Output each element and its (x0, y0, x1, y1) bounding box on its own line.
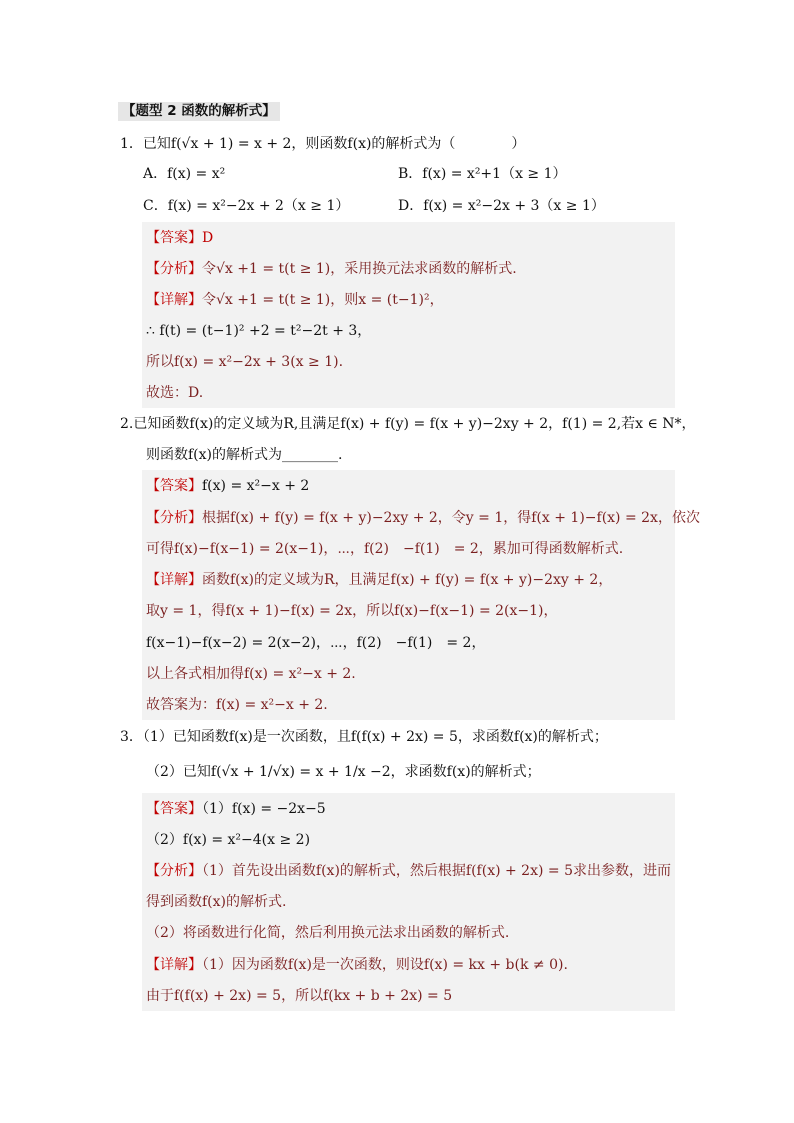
q2-detail-line-4: 以上各式相加得f(x) = x²−x + 2. (146, 666, 356, 682)
q1-detail-line-4: 故选：D. (146, 385, 204, 401)
q2-stem-1: 2.已知函数f(x)的定义域为R,且满足f(x) + f(y) = f(x + y)−2xy + 2，f(1) = 2,若x ∈ N*， (120, 416, 696, 432)
q1-answer-tag: 【答案】 (146, 230, 202, 246)
q3-analysis-tag: 【分析】 (146, 863, 202, 879)
q2-analysis-tag: 【分析】 (146, 510, 202, 526)
q1-detail-line-2: ∴ f(t) = (t−1)² +2 = t²−2t + 3， (146, 323, 372, 339)
q2-detail-tag: 【详解】 (146, 572, 202, 588)
q2-analysis-line-1 (146, 508, 700, 528)
q1-analysis-line (146, 259, 517, 279)
q3-detail-line-1 (146, 955, 568, 975)
q1-detail-text-1: 令√x +1 = t(t ≥ 1)，则x = (t−1)²， (202, 292, 444, 308)
q2-answer: f(x) = x²−x + 2 (202, 478, 310, 494)
q2-detail-line-5: 故答案为：f(x) = x²−x + 2. (146, 697, 328, 713)
q1-option-a: A．f(x) = x² (143, 166, 226, 182)
q2-detail-line-3: f(x−1)−f(x−2) = 2(x−2)，⋯，f(2) −f(1) = 2， (146, 635, 486, 651)
q2-stem-2: 则函数f(x)的解析式为________. (146, 447, 343, 463)
q1-option-b: B．f(x) = x²+1（x ≥ 1） (398, 166, 567, 182)
q3-detail-text-1: （1）因为函数f(x)是一次函数，则设f(x) = kx + b(k ≠ 0). (202, 957, 568, 973)
q1-detail-line-1 (146, 290, 444, 310)
q1-answer: D (202, 230, 214, 246)
q3-answer-line-1 (146, 799, 326, 819)
q3-analysis-line-3: （2）将函数进行化简，然后利用换元法求出函数的解析式. (146, 925, 510, 941)
q1-option-d: D．f(x) = x²−2x + 3（x ≥ 1） (398, 198, 605, 214)
q3-answer-1: （1）f(x) = −2x−5 (202, 801, 326, 817)
q3-answer-tag: 【答案】 (146, 801, 202, 817)
q3-detail-line-2: 由于f(f(x) + 2x) = 5，所以f(kx + b + 2x) = 5 (146, 988, 453, 1004)
q3-analysis-line-2: 得到函数f(x)的解析式. (146, 894, 287, 910)
q3-analysis-line-1 (146, 861, 671, 881)
q2-analysis-text-1: 根据f(x) + f(y) = f(x + y)−2xy + 2，令y = 1，得f(x + 1)−f(x) = 2x，依次 (202, 510, 700, 526)
q1-analysis-tag: 【分析】 (146, 261, 202, 277)
q2-analysis-line-2: 可得f(x)−f(x−1) = 2(x−1)，⋯，f(2) −f(1) = 2，累加可得函数解析式. (146, 541, 624, 557)
q2-answer-line (146, 476, 309, 496)
q2-detail-line-2: 取y = 1，得f(x + 1)−f(x) = 2x，所以f(x)−f(x−1) = 2(x−1)， (146, 603, 558, 619)
q2-answer-tag: 【答案】 (146, 478, 202, 494)
q3-detail-tag: 【详解】 (146, 957, 202, 973)
q1-analysis: 令√x +1 = t(t ≥ 1)，采用换元法求函数的解析式. (202, 261, 517, 277)
q1-detail-tag: 【详解】 (146, 292, 202, 308)
q3-stem-2: （2）已知f(√x + 1/√x) = x + 1/x −2，求函数f(x)的解析式； (146, 764, 541, 780)
q1-option-c: C．f(x) = x²−2x + 2（x ≥ 1） (143, 198, 350, 214)
q3-answer-line-2: （2）f(x) = x²−4(x ≥ 2) (146, 832, 311, 848)
q2-detail-text-1: 函数f(x)的定义域为R，且满足f(x) + f(y) = f(x + y)−2xy + 2， (202, 572, 613, 588)
q1-stem: 1．已知f(√x + 1) = x + 2，则函数f(x)的解析式为（ ） (120, 136, 526, 152)
q3-analysis-text-1: （1）首先设出函数f(x)的解析式，然后根据f(f(x) + 2x) = 5求出参数，进而 (202, 863, 671, 879)
q2-detail-line-1 (146, 570, 612, 590)
q1-answer-line (146, 228, 213, 248)
q1-solution-box (142, 222, 675, 408)
q3-stem-1: 3．（1）已知函数f(x)是一次函数，且f(f(x) + 2x) = 5，求函数f(x)的解析式； (120, 729, 608, 745)
section-title: 【题型 2 函数的解析式】 (118, 102, 280, 121)
q1-detail-line-3: 所以f(x) = x²−2x + 3(x ≥ 1). (146, 354, 344, 370)
